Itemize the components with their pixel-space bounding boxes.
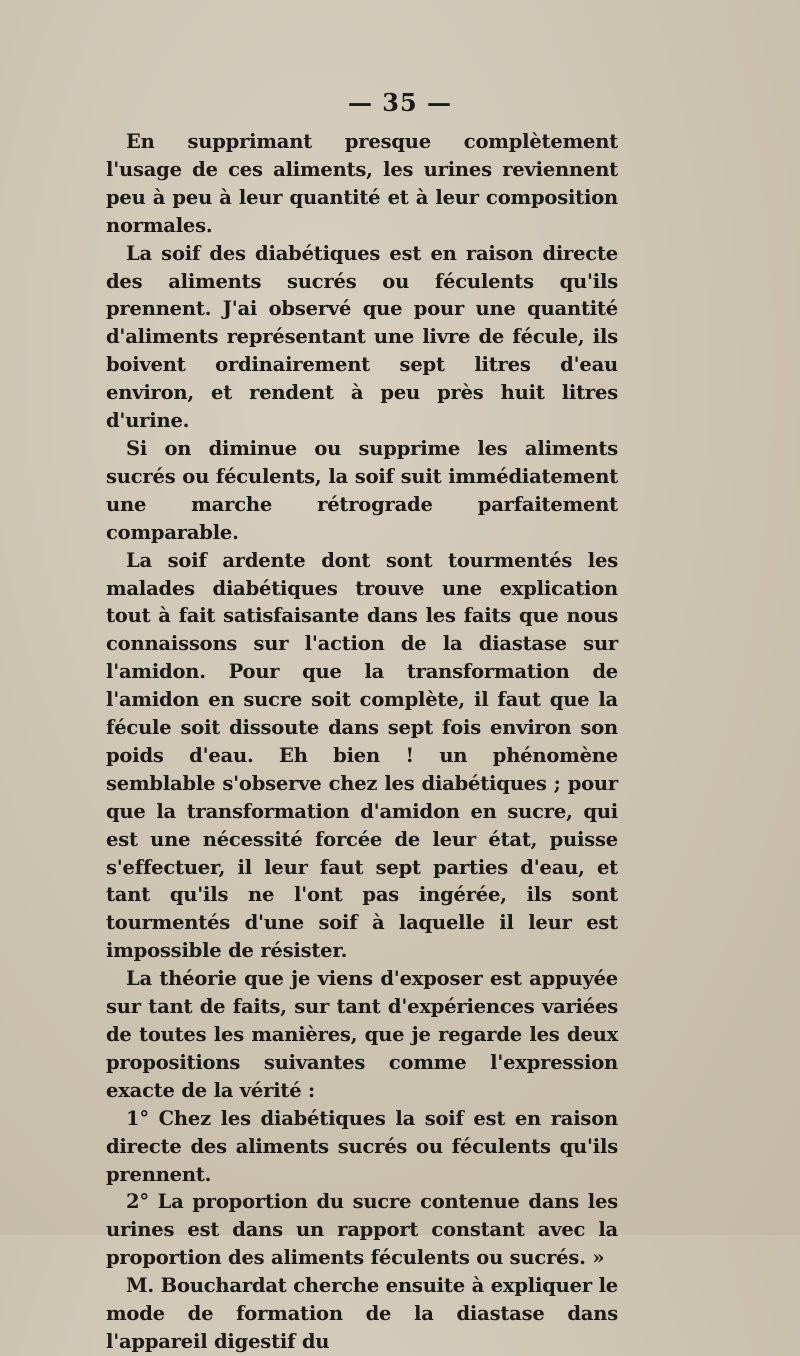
paragraph-5: La théorie que je viens d'exposer est appuyée sur tant de faits, sur tant d'expériences variées de toutes les manières, que je regarde les deux propositions suivantes comme l'expression exacte de la vérité : bbox=[106, 967, 618, 1102]
proposition-2: 2° La proportion du sucre contenue dans les urines est dans un rapport constant avec la proportion des aliments féculents ou sucrés. » bbox=[106, 1190, 618, 1270]
proposition-1: 1° Chez les diabétiques la soif est en raison directe des aliments sucrés ou féculents qu'ils prennent. bbox=[106, 1106, 618, 1186]
body-text bbox=[106, 128, 618, 1356]
paragraph-last: M. Bouchardat cherche ensuite à expliquer le mode de formation de la diastase dans l'appareil digestif du bbox=[106, 1274, 618, 1353]
paragraph-2: La soif des diabétiques est en raison directe des aliments sucrés ou féculents qu'ils prennent. J'ai observé que pour une quantité d'aliments représentant une livre de fécule, ils boivent ordinairement sept litres d'eau environ, et rendent à peu près huit litres d'urine. bbox=[106, 241, 618, 433]
paragraph-3: Si on diminue ou supprime les aliments sucrés ou féculents, la soif suit immédiatement une marche rétrograde parfaitement comparable. bbox=[106, 436, 618, 544]
paragraph-4: La soif ardente dont sont tourmentés les malades diabétiques trouve une explication tout à fait satisfaisante dans les faits que nous connaissons sur l'action de la diastase sur l'amidon. Pour que la transformation de l'amidon en sucre soit complète, il faut que la fécule soit dissoute dans sept fois environ son poids d'eau. Eh bien ! un phénomène semblable s'observe chez les diabétiques ; pour que la transformation d'amidon en sucre, qui est une nécessité forcée de leur état, puisse s'effectuer, il leur faut sept parties d'eau, et tant qu'ils ne l'ont pas ingérée, ils sont tourmentés d'une soif à laquelle il leur est impossible de résister. bbox=[106, 548, 618, 963]
paragraph-1: En supprimant presque complètement l'usage de ces aliments, les urines reviennent peu à peu à leur quantité et à leur composition normales. bbox=[106, 130, 618, 237]
page-number: — 35 — bbox=[347, 88, 453, 117]
